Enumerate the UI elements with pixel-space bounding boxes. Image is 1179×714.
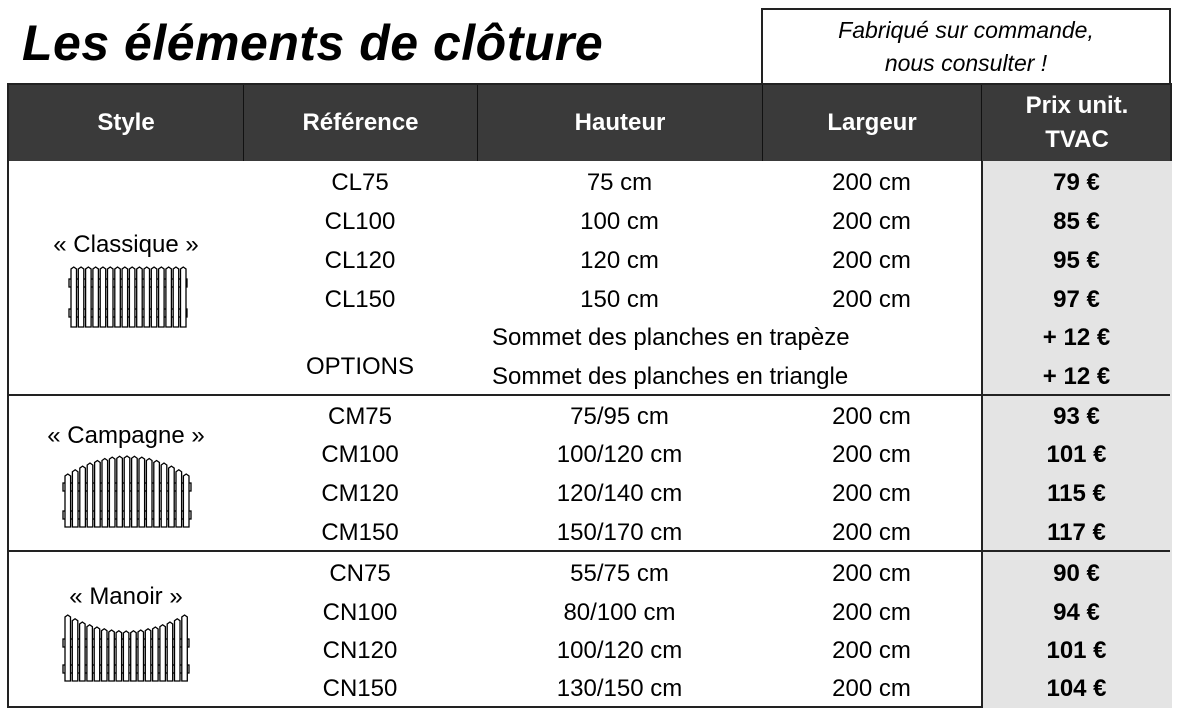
largeur-cell: 200 cm <box>832 207 911 235</box>
hauteur-cell: 120/140 cm <box>556 479 683 507</box>
table-row <box>9 202 1170 241</box>
option-row <box>9 357 1170 396</box>
hauteur-cell: 80/100 cm <box>563 598 676 626</box>
header-prix-line-2: TVAC <box>1045 126 1109 153</box>
hauteur-cell: 150 cm <box>580 285 659 313</box>
hauteur-cell: 55/75 cm <box>570 559 669 587</box>
header-hauteur: Hauteur <box>477 85 762 161</box>
table-row <box>9 474 1170 513</box>
table-row <box>9 631 1170 670</box>
header-reference: Référence <box>243 85 477 161</box>
prix-cell: 94 € <box>1053 598 1100 626</box>
largeur-cell: 200 cm <box>832 285 911 313</box>
largeur-cell: 200 cm <box>832 636 911 664</box>
table-row <box>9 280 1170 319</box>
hauteur-cell: 150/170 cm <box>556 518 683 546</box>
order-note <box>761 8 1171 83</box>
option-prix: + 12 € <box>1042 323 1111 351</box>
order-note-line-1: Fabriqué sur commande, <box>838 17 1094 43</box>
table-row <box>9 241 1170 280</box>
ref-cell: CM100 <box>321 440 399 468</box>
options-label: OPTIONS <box>305 352 414 380</box>
ref-cell: CM75 <box>327 402 393 430</box>
table-row <box>9 435 1170 474</box>
price-table <box>7 83 1172 708</box>
page-title: Les éléments de clôture <box>22 15 604 71</box>
table-header <box>9 85 1170 161</box>
hauteur-cell: 100/120 cm <box>556 440 683 468</box>
table-row <box>9 554 1170 593</box>
ref-cell: CL100 <box>324 207 396 235</box>
ref-cell: CN100 <box>322 598 398 626</box>
header-prix-line-1: Prix unit. <box>1025 92 1129 119</box>
option-text: Sommet des planches en trapèze <box>492 323 850 351</box>
prix-cell: 101 € <box>1046 636 1107 664</box>
table-row <box>9 513 1170 552</box>
prix-cell: 101 € <box>1046 440 1107 468</box>
largeur-cell: 200 cm <box>832 598 911 626</box>
largeur-cell: 200 cm <box>832 479 911 507</box>
table-row <box>9 669 1170 708</box>
ref-cell: CN120 <box>322 636 398 664</box>
table-row <box>9 397 1170 436</box>
prix-cell: 104 € <box>1046 674 1107 702</box>
hauteur-cell: 75 cm <box>586 168 653 196</box>
option-text: Sommet des planches en triangle <box>492 362 849 390</box>
hauteur-cell: 120 cm <box>580 246 659 274</box>
hauteur-cell: 100/120 cm <box>556 636 683 664</box>
hauteur-cell: 100 cm <box>580 207 659 235</box>
header-style: Style <box>97 109 155 136</box>
style-campagne-label: « Campagne » <box>47 422 205 449</box>
prix-cell: 117 € <box>1047 518 1106 546</box>
ref-cell: CL150 <box>324 285 396 313</box>
prix-cell: 97 € <box>1053 285 1100 313</box>
table-row <box>9 593 1170 632</box>
hauteur-cell: 130/150 cm <box>556 674 683 702</box>
option-row <box>9 318 1170 357</box>
header-largeur: Largeur <box>762 85 981 161</box>
ref-cell: CN75 <box>329 559 391 587</box>
prix-cell: 79 € <box>1053 168 1100 196</box>
prix-cell: 93 € <box>1053 402 1100 430</box>
ref-cell: CL120 <box>324 246 396 274</box>
option-prix: + 12 € <box>1042 362 1111 390</box>
largeur-cell: 200 cm <box>832 402 911 430</box>
style-manoir-label: « Manoir » <box>69 583 183 610</box>
prix-cell: 90 € <box>1053 559 1100 587</box>
hauteur-cell: 75/95 cm <box>570 402 669 430</box>
largeur-cell: 200 cm <box>832 168 911 196</box>
largeur-cell: 200 cm <box>832 440 911 468</box>
style-classique-label: « Classique » <box>53 231 199 258</box>
prix-cell: 85 € <box>1053 207 1100 235</box>
largeur-cell: 200 cm <box>832 674 911 702</box>
largeur-cell: 200 cm <box>832 559 911 587</box>
largeur-cell: 200 cm <box>832 518 911 546</box>
prix-cell: 115 € <box>1047 479 1106 507</box>
prix-cell: 95 € <box>1053 246 1100 274</box>
ref-cell: CN150 <box>322 674 398 702</box>
order-note-line-2: nous consulter ! <box>884 50 1048 76</box>
table-row <box>9 163 1170 202</box>
ref-cell: CM120 <box>321 479 399 507</box>
ref-cell: CL75 <box>331 168 389 196</box>
ref-cell: CM150 <box>321 518 399 546</box>
largeur-cell: 200 cm <box>832 246 911 274</box>
header-prix <box>981 85 1172 161</box>
